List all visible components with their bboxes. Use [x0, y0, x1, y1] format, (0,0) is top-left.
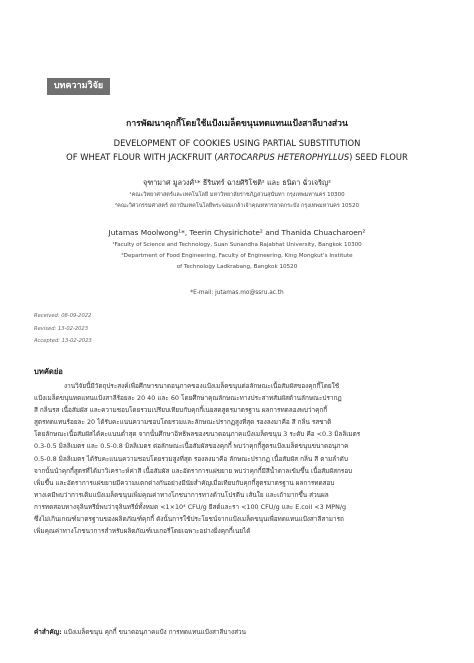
keywords-label: คำสำคัญ: [34, 628, 62, 636]
abstract-line: ทางเคมีพบว่าการเติมแป้งเมล็ดขนุนเพิ่มคุณค่าทางโภชนาการทางด้านโปรตีน เส้นใย และเถ้ามากขึ้น ส่วนผล [34, 490, 329, 499]
abstract-line: สูตรทดแทนร้อยละ 20 ได้รับคะแนนความชอบโดยรวมและลักษณะปรากฏสูงที่สุด รองลงมาคือ สี กลิ่น รสชาติ [34, 418, 332, 427]
scientific-name: ARTOCARPUS HETEROPHYLLUS [217, 152, 350, 162]
abstract-line: เพิ่มคุณค่าทางโภชนาการสำหรับผลิตภัณฑ์เบเกอรี่โดยเฉพาะอย่างยิ่งคุกกี้เนยได้ [34, 527, 251, 536]
abstract-line: ซึ่งไม่เกินเกณฑ์มาตรฐานของผลิตภัณฑ์คุกกี้ ดังนั้นการใช้ประโยชน์จากแป้งเมล็ดขนุนเพื่อทดแทนแป้งสาลีสามารถ [34, 515, 344, 524]
date-revised: Revised: 13-02-2023 [34, 325, 89, 332]
abstract-line: แป้งเมล็ดขนุนทดแทนแป้งสาลีร้อยละ 20 40 และ 60 โดยศึกษาคุณลักษณะทางประสาทสัมผัสด้านลักษณะปรากฏ [34, 394, 342, 403]
affiliation-thai-1: ¹คณะวิทยาศาสตร์และเทคโนโลยี มหาวิทยาลัยราชภัฏสวนสุนันทา กรุงเทพมหานคร 10300 [129, 192, 345, 198]
abstract-line: 0.5-0.8 มิลลิเมตร ได้รับคะแนนความชอบโดยรวมสูงที่สุด รองลงมาคือ ลักษณะปรากฏ เนื้อสัมผัส กลิ่น สี ตามลำดับ [34, 454, 348, 463]
affiliation-english-2: ²Department of Food Engineering, Faculty of Engineering, King Mongkut’s Institute [121, 253, 353, 259]
abstract-line: โดยลักษณะเนื้อสัมผัสได้คะแนนต่ำสุด จากนั้นศึกษาอิทธิพลของขนาดอนุภาคแป้งเมล็ดขนุน 3 ระดับ คือ <0.3 มิลลิเมตร [34, 430, 361, 439]
affiliation-thai-2: ²คณะวิศวกรรมศาสตร์ สถาบันเทคโนโลยีพระจอมเกล้าเจ้าคุณทหารลาดกระบัง กรุงเทพมหานคร 10520 [114, 203, 360, 209]
title-english-line2-prefix: OF WHEAT FLOUR WITH JACKFRUIT ( [66, 152, 218, 162]
authors-thai: จุฑามาศ มูลวงศ์¹* ธีรินทร์ ฉายศิริโชติ² และ ธนิดา ฉั่วเจริญ² [143, 178, 331, 187]
date-accepted: Accepted: 13-02-2023 [34, 338, 92, 344]
abstract-line: สี กลิ่นรส เนื้อสัมผัส และความชอบโดยรวมเปรียบเทียบกับคุกกี้เนยสดสูตรมาตรฐาน ผลการทดลองพบว่าคุกกี้ [34, 406, 328, 415]
title-english-line2-suffix: ) SEED FLOUR [349, 152, 408, 162]
affiliation-english-1: ¹Faculty of Science and Technology, Suan Sunandha Rajabhat University, Bangkok 10300 [112, 242, 362, 248]
abstract-line: จากนั้นนำคุกกี้สูตรที่ได้มาวิเคราะห์ค่าสี เนื้อสัมผัส และอัตราการแผ่ขยาย พบว่าคุกกี้มีสีน้ำตาลเข้มขึ้น เนื้อสัมผัสกรอบ [34, 466, 353, 475]
date-received: Received: 08-09-2022 [34, 313, 92, 319]
abstract-line: งานวิจัยนี้มีวัตถุประสงค์เพื่อศึกษาขนาดอนุภาคของแป้งเมล็ดขนุนต่อลักษณะเนื้อสัมผัสของคุกกี้โดยใช้ [64, 382, 340, 390]
keywords-list: แป้งเมล็ดขนุน คุกกี้ ขนาดอนุภาคแป้ง การทดแทนแป้งสาลีบางส่วน [61, 628, 246, 636]
title-thai: การพัฒนาคุกกี้โดยใช้แป้งเมล็ดขนุนทดแทนแป้งสาลีบางส่วน [126, 119, 348, 129]
abstract-line: 0.3-0.5 มิลลิเมตร และ 0.5-0.8 มิลลิเมตร ต่อลักษณะเนื้อสัมผัสของคุกกี้ พบว่าคุกกี้สูตรแป้งเมล็ดขนุนขนาดอนุภาค [34, 442, 349, 451]
abstract-body [34, 380, 440, 537]
title-english-line1: DEVELOPMENT OF COOKIES USING PARTIAL SUBSTITUTION [113, 138, 361, 148]
section-label-ribbon: บทความวิจัย [47, 78, 110, 95]
article-dates [34, 313, 92, 351]
authors-english: Jutamas Moolwong¹*, Teerin Chysirichote² and Thanida Chuacharoen² [108, 228, 366, 237]
corresponding-email[interactable]: *E-mail: jutamas.mo@ssru.ac.th [190, 290, 284, 296]
abstract-heading: บทคัดย่อ [34, 367, 63, 376]
affiliation-english-3: of Technology Ladkrabang, Bangkok 10520 [176, 264, 298, 270]
abstract-line: เพิ่มขึ้น และอัตราการแผ่ขยายมีความแตกต่างกันอย่างมีนัยสำคัญเมื่อเทียบกับคุกกี้สูตรมาตรฐาน ผลการทดสอบ [34, 478, 335, 487]
title-english-line2 [0, 152, 474, 162]
abstract-line: การทดสอบทางจุลินทรีย์พบว่าจุลินทรีย์ทั้งหมด <1×10⁴ CFU/g ยีสต์และรา <100 CFU/g และ E.coil <3 MPN/g [34, 502, 347, 511]
keywords [34, 627, 246, 637]
